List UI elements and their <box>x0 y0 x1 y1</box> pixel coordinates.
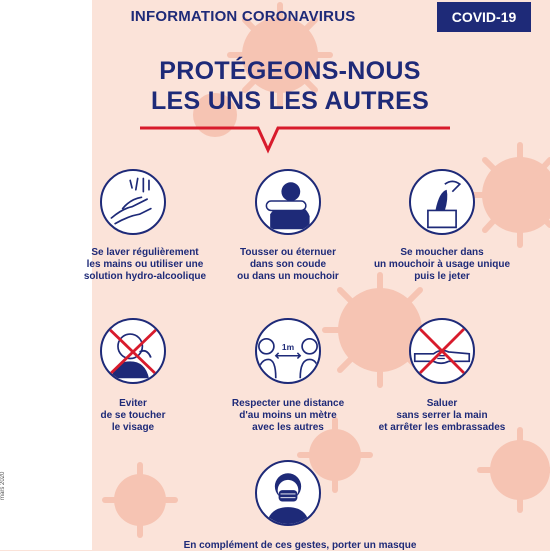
title-line-2: LES UNS LES AUTRES <box>150 87 430 115</box>
edge-date-text: mars 2020 <box>0 471 6 500</box>
distance-icon <box>255 318 321 384</box>
poster-title <box>90 56 490 116</box>
gesture-caption <box>48 398 218 434</box>
hand-washing-icon <box>100 169 166 235</box>
gesture-caption <box>203 247 373 283</box>
no-handshake-icon <box>409 318 475 384</box>
speech-bubble-rule <box>140 120 450 154</box>
caption-line: Saluer <box>426 398 458 409</box>
caption-line: avec les autres <box>252 422 324 433</box>
covid-badge: COVID-19 <box>437 2 531 32</box>
caption-line: Eviter <box>119 398 147 409</box>
caption-line: Tousser ou éternuer <box>240 247 336 258</box>
caption-line: Se laver régulièrement <box>91 247 199 258</box>
title-line-1: PROTÉGEONS-NOUS <box>159 57 421 85</box>
gesture-caption <box>357 398 527 434</box>
caption-line: solution hydro-alcoolique <box>83 271 207 282</box>
bottom-mask-text: En complément de ces gestes, porter un masque <box>183 540 417 551</box>
caption-line: un mouchoir à usage unique <box>373 259 511 270</box>
caption-line: puis le jeter <box>414 271 470 282</box>
tissue-box-icon <box>409 169 475 235</box>
caption-line: sans serrer la main <box>396 410 488 421</box>
cough-elbow-icon <box>255 169 321 235</box>
distance-label: 1m <box>281 342 295 353</box>
caption-line: et arrêter les embrassades <box>378 422 506 433</box>
caption-line: dans son coude <box>249 259 327 270</box>
caption-line: le visage <box>111 422 155 433</box>
header-kicker: INFORMATION CORONAVIRUS <box>130 8 356 25</box>
no-face-touch-icon <box>100 318 166 384</box>
face-mask-icon <box>255 460 321 526</box>
caption-line: Se moucher dans <box>400 247 484 258</box>
caption-line: Respecter une distance <box>231 398 345 409</box>
caption-line: les mains ou utiliser une <box>86 259 204 270</box>
caption-line: de se toucher <box>100 410 166 421</box>
caption-line: ou dans un mouchoir <box>237 271 339 282</box>
caption-line: d'au moins un mètre <box>239 410 337 421</box>
gesture-caption <box>203 398 373 434</box>
gesture-caption <box>357 247 527 283</box>
